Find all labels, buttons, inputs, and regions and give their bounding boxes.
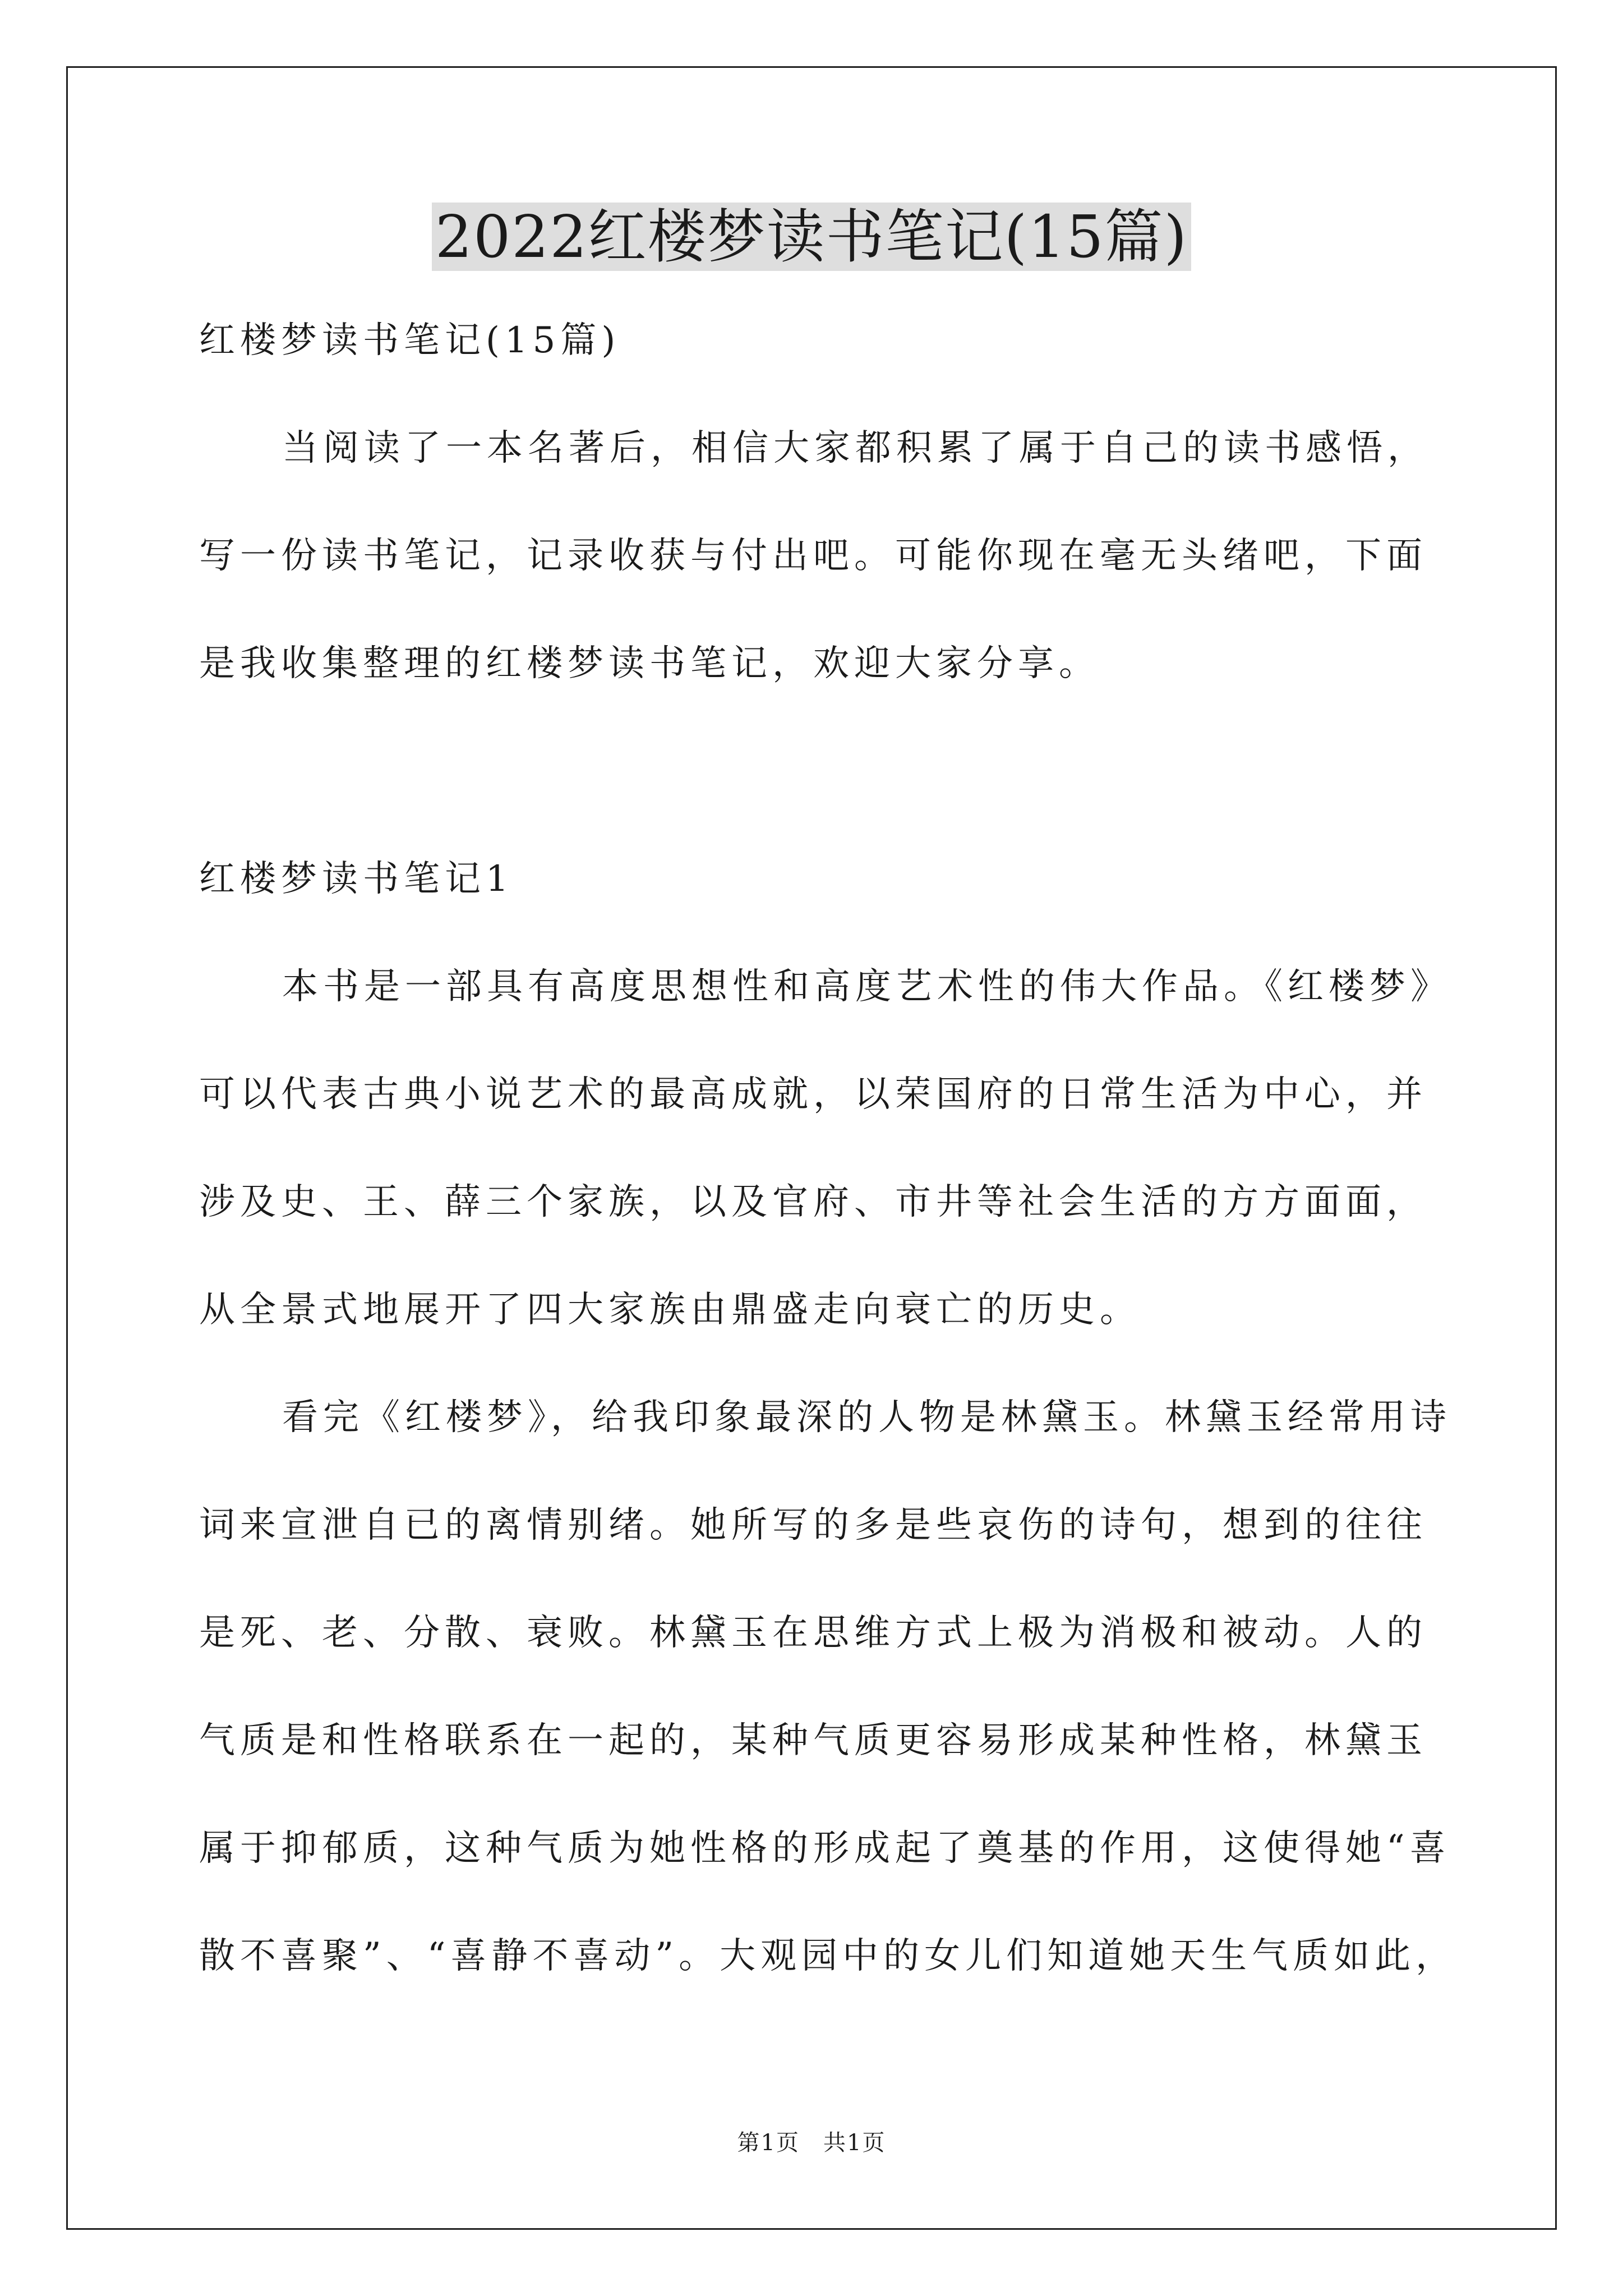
paragraph1-line-4: 从全景式地展开了四大家族由鼎盛走向衰亡的历史。 (199, 1289, 1141, 1331)
paragraph2-line-1: 看完《红楼梦》，给我印象最深的人物是林黛玉。林黛玉经常用诗 (282, 1397, 1451, 1438)
paragraph2-line-3: 是死、老、分散、衰败。林黛玉在思维方式上极为消极和被动。人的 (199, 1612, 1427, 1654)
subtitle: 红楼梦读书笔记(15篇) (199, 320, 621, 361)
paragraph1-line-2: 可以代表古典小说艺术的最高成就，以荣国府的日常生活为中心，并 (199, 1074, 1427, 1115)
intro-line-2: 写一份读书笔记，记录收获与付出吧。可能你现在毫无头绪吧，下面 (199, 535, 1427, 577)
intro-line-3: 是我收集整理的红楼梦读书笔记，欢迎大家分享。 (199, 643, 1100, 684)
paragraph2-line-4: 气质是和性格联系在一起的，某种气质更容易形成某种性格，林黛玉 (199, 1720, 1427, 1761)
paragraph1-line-1: 本书是一部具有高度思想性和高度艺术性的伟大作品。《红楼梦》 (282, 966, 1451, 1007)
paragraph2-line-5: 属于抑郁质，这种气质为她性格的形成起了奠基的作用，这使得她“喜 (199, 1828, 1451, 1869)
page-footer: 第1页 共1页 (737, 2130, 886, 2156)
paragraph2-line-2: 词来宣泄自已的离情别绪。她所写的多是些哀伤的诗句，想到的往往 (199, 1504, 1427, 1546)
section-heading: 红楼梦读书笔记1 (199, 858, 514, 900)
paragraph2-line-6: 散不喜聚”、“喜静不喜动”。大观园中的女儿们知道她天生气质如此， (199, 1935, 1457, 1977)
paragraph1-line-3: 涉及史、王、薛三个家族，以及官府、市井等社会生活的方方面面， (199, 1181, 1427, 1223)
document-title (0, 197, 1623, 276)
intro-line-1: 当阅读了一本名著后，相信大家都积累了属于自己的读书感悟， (282, 427, 1428, 469)
document-body (199, 314, 1457, 2037)
document-title-text: 2022红楼梦读书笔记(15篇) (432, 203, 1191, 271)
section-spacer (199, 745, 1433, 853)
